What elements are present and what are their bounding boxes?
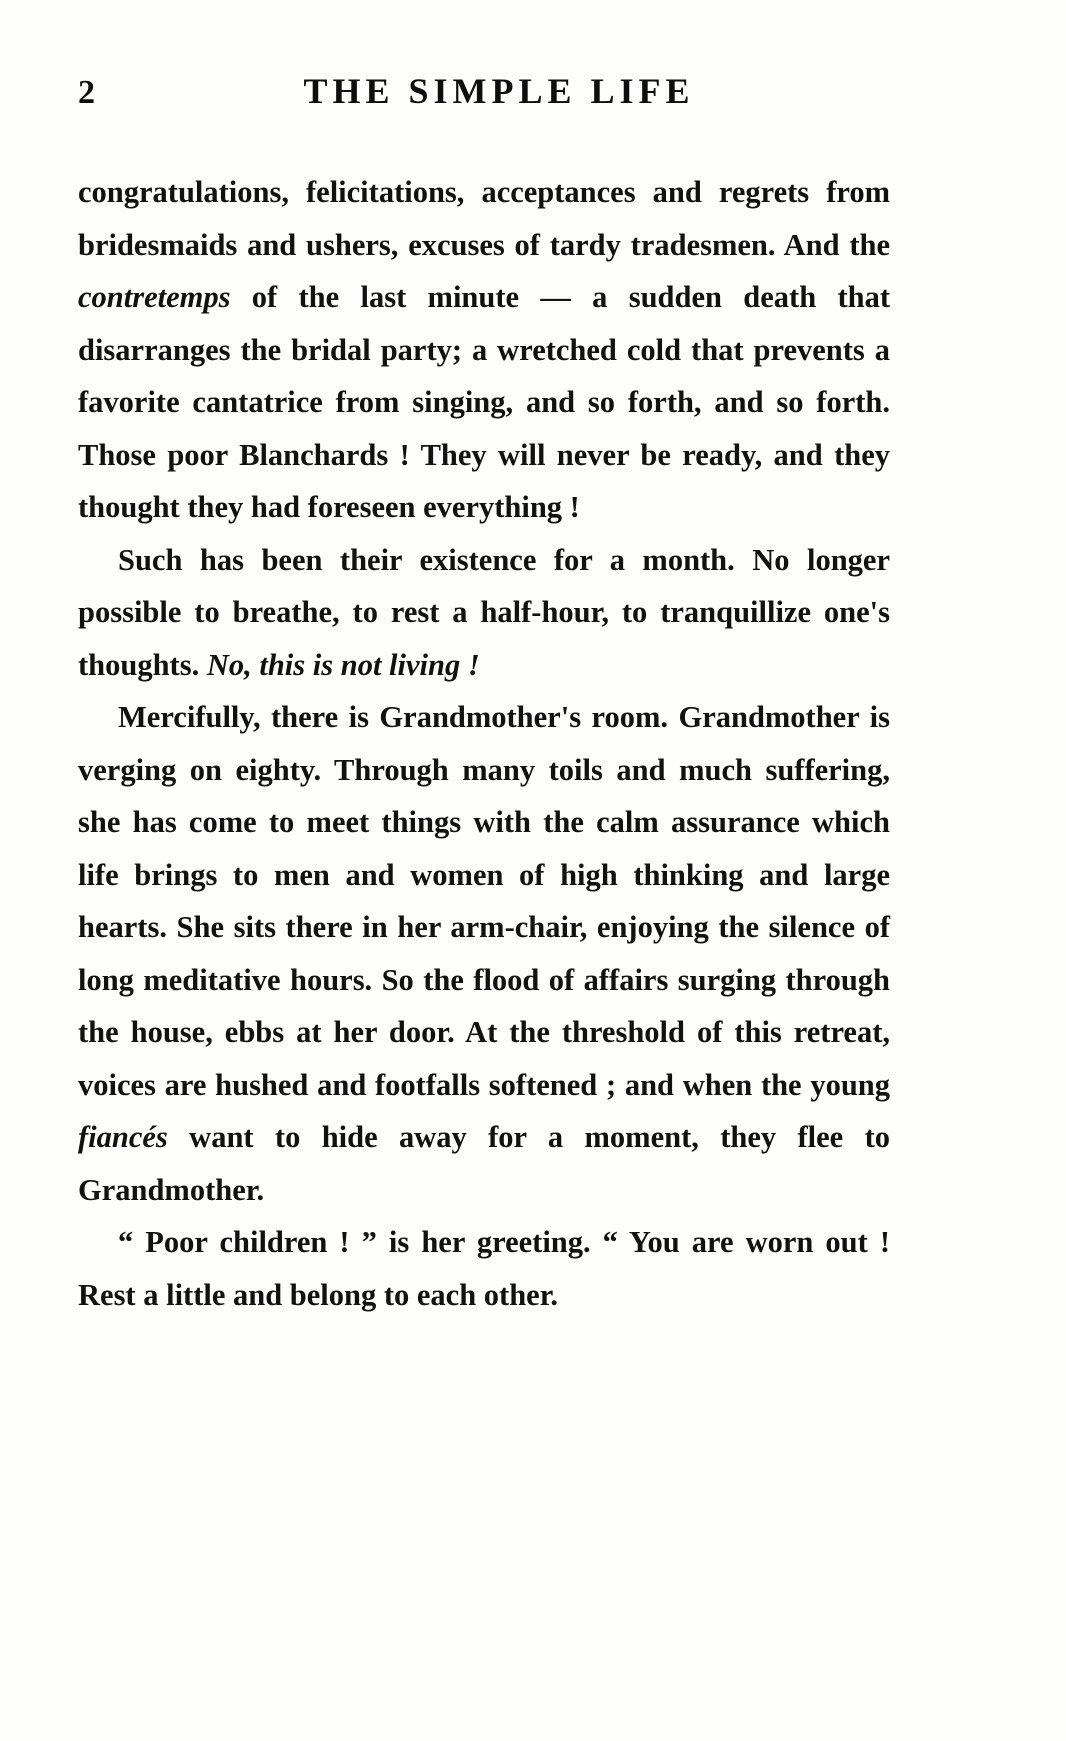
page-header (78, 70, 890, 140)
paragraph: “ Poor children ! ” is her greeting. “ You are worn out ! Rest a little and belong to each other. (78, 1225, 890, 1312)
body-text (78, 166, 890, 1321)
italic-phrase: fiancés (78, 1120, 168, 1154)
italic-phrase: contretemps (78, 280, 231, 314)
paragraph: Such has been their existence for a month. No longer possible to breathe, to rest a half-hour, to tranquillize one's thoughts. No, this is not living ! (78, 542, 890, 682)
running-title: THE SIMPLE LIFE (303, 71, 695, 111)
page-number: 2 (78, 74, 96, 111)
paragraph: Mercifully, there is Grandmother's room. Grandmother is verging on eighty. Through many toils and much suffering, she has come to meet things with the calm assurance which life brings to men and women of high thinking and large hearts. She sits there in her arm-chair, enjoying the silence of long meditative hours. So the flood of affairs surging through the house, ebbs at her door. At the threshold of this retreat, voices are hushed and footfalls softened ; and when the young fiancés want to hide away for a moment, they flee to Grandmother. (78, 700, 890, 1207)
italic-phrase: No, this is not living ! (206, 647, 480, 682)
paragraph: congratulations, felicitations, acceptances and regrets from bridesmaids and ushers, excuses of tardy tradesmen. And the contretemps of the last minute — a sudden death that disarranges the bridal party; a wretched cold that prevents a favorite cantatrice from singing, and so forth, and so forth. Those poor Blanchards ! They will never be ready, and they thought they had foreseen everything ! (78, 175, 890, 524)
page-content (78, 70, 890, 1321)
